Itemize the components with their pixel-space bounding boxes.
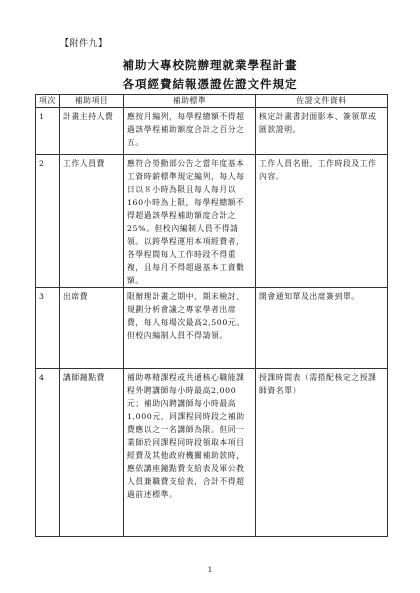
row-documents: 工作人員名冊、工作時段及工作內容。 [256,155,388,288]
row-documents: 核定計畫書封面影本、簽領單或匯款證明。 [256,108,388,155]
row-standard: 應符合勞動部公告之當年度基本工資時薪標準規定編列，每人每日以８小時為限且每人每月以160小時為上限，每學程總額不得超過該學程補助額度合計之25%。但校內編制人員不得請領。以跨學程運用本項經費者，各學程間每人工作時段不得重複，且每月不得超過基本工資數額。 [124,155,256,288]
document-title: 補助大專校院辦理就業學程計畫 [122,58,298,72]
row-number: 1 [36,108,60,155]
row-item: 工作人員費 [60,155,124,288]
row-documents: 開會通知單及出席簽到單。 [256,288,388,369]
row-standard: 補助專精課程或共通核心職能課程外聘講師每小時最高2,000元；補助內聘講師每小時最高1,000元，同課程同時段之補助費應以之一名講師為限。但同一業師於同課程同時段領取本項目經費及其他政府機關補助款時，應依講座鐘點費支給表及軍公教人員兼職費支給表，合計不得超過前述標準。 [124,369,256,537]
row-item: 講師鐘點費 [60,369,124,537]
header-supporting-documents: 佐證文件資料 [256,95,388,108]
regulation-table [35,94,388,537]
document-subtitle: 各項經費結報憑證佐證文件規定 [122,77,298,91]
row-item: 出席費 [60,288,124,369]
page-number: 1 [207,566,213,574]
row-item: 計畫主持人費 [60,108,124,155]
row-number: 2 [36,155,60,288]
table-header-row [36,95,388,108]
header-subsidy-standard: 補助標準 [124,95,256,108]
header-item-number: 項次 [36,95,60,108]
table-row [36,369,388,537]
header-subsidy-item: 補助項目 [60,95,124,108]
table-row [36,108,388,155]
table-row [36,288,388,369]
row-documents: 授課時間表（需搭配核定之授課師資名單） [256,369,388,537]
row-number: 3 [36,288,60,369]
row-number: 4 [36,369,60,537]
attachment-label: 【附件九】 [60,39,108,49]
row-standard: 限辦理計畫之期中、期末檢討、規劃分析會議之專家學者出席費，每人每場次最高2,500元。但校內編制人員不得請領。 [124,288,256,369]
table-row [36,155,388,288]
row-standard: 應按月編列，每學程總額不得超過該學程補助額度合計之百分之五。 [124,108,256,155]
